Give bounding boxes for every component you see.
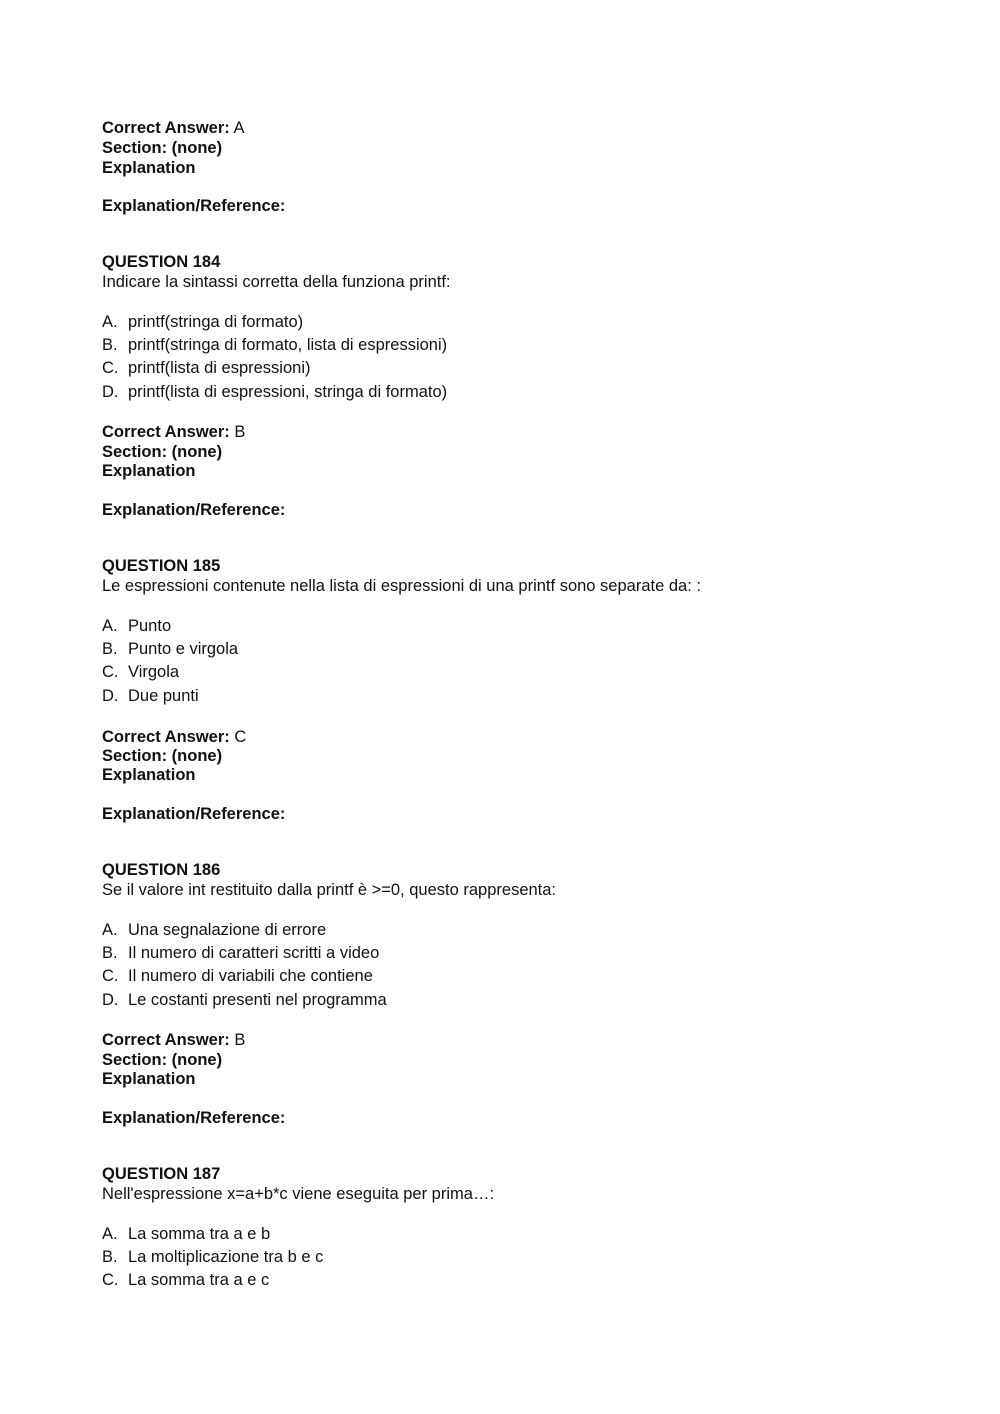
- option-d: D. Le costanti presenti nel programma: [102, 991, 387, 1009]
- question-title: QUESTION 186: [102, 861, 221, 879]
- correct-answer-line: Correct Answer: B: [102, 1031, 246, 1049]
- option-c: C. Virgola: [102, 663, 180, 681]
- option-d: D. printf(lista di espressioni, stringa di formato): [102, 383, 448, 401]
- explanation-label: Explanation: [102, 462, 196, 480]
- explanation-reference-label: Explanation/Reference:: [102, 1109, 286, 1127]
- question-title: QUESTION 185: [102, 557, 221, 575]
- option-a: A. Punto: [102, 617, 172, 635]
- option-d: D. Due punti: [102, 687, 199, 705]
- question-text: Le espressioni contenute nella lista di espressioni di una printf sono separate da: :: [102, 577, 701, 595]
- correct-answer-label: Correct Answer:: [102, 119, 230, 137]
- option-c: C. Il numero di variabili che contiene: [102, 967, 373, 985]
- question-text: Indicare la sintassi corretta della funziona printf:: [102, 273, 451, 291]
- correct-answer-value: B: [234, 1031, 246, 1049]
- question-text: Se il valore int restituito dalla printf è >=0, questo rappresenta:: [102, 881, 557, 899]
- option-b: B. La moltiplicazione tra b e c: [102, 1248, 324, 1266]
- question-text: Nell'espressione x=a+b*c viene eseguita per prima…:: [102, 1185, 495, 1203]
- option-b: B. printf(stringa di formato, lista di espressioni): [102, 336, 448, 354]
- question-title: QUESTION 184: [102, 253, 221, 271]
- correct-answer-line: [102, 118, 244, 138]
- explanation-label: Explanation: [102, 1070, 196, 1088]
- section-label: Section: (none): [102, 1051, 223, 1069]
- option-b: B. Il numero di caratteri scritti a video: [102, 944, 380, 962]
- section-label: Section: (none): [102, 443, 223, 461]
- explanation-label: Explanation: [102, 766, 196, 784]
- section-label: Section: (none): [102, 747, 223, 765]
- option-a: A. printf(stringa di formato): [102, 313, 304, 331]
- explanation-reference-label: Explanation/Reference:: [102, 197, 286, 215]
- explanation-reference-label: Explanation/Reference:: [102, 501, 286, 519]
- correct-answer-value: A: [233, 119, 245, 137]
- option-b: B. Punto e virgola: [102, 640, 239, 658]
- option-c: C. La somma tra a e c: [102, 1271, 270, 1289]
- section-label: Section: (none): [102, 139, 223, 157]
- option-a: A. Una segnalazione di errore: [102, 921, 327, 939]
- explanation-label: Explanation: [102, 159, 196, 177]
- correct-answer-line: Correct Answer: C: [102, 728, 247, 746]
- explanation-reference-label: Explanation/Reference:: [102, 805, 286, 823]
- correct-answer-line: Correct Answer: B: [102, 423, 246, 441]
- correct-answer-value: C: [234, 728, 247, 746]
- option-c: C. printf(lista di espressioni): [102, 359, 311, 377]
- question-title: QUESTION 187: [102, 1165, 221, 1183]
- correct-answer-value: B: [234, 423, 246, 441]
- option-a: A. La somma tra a e b: [102, 1225, 271, 1243]
